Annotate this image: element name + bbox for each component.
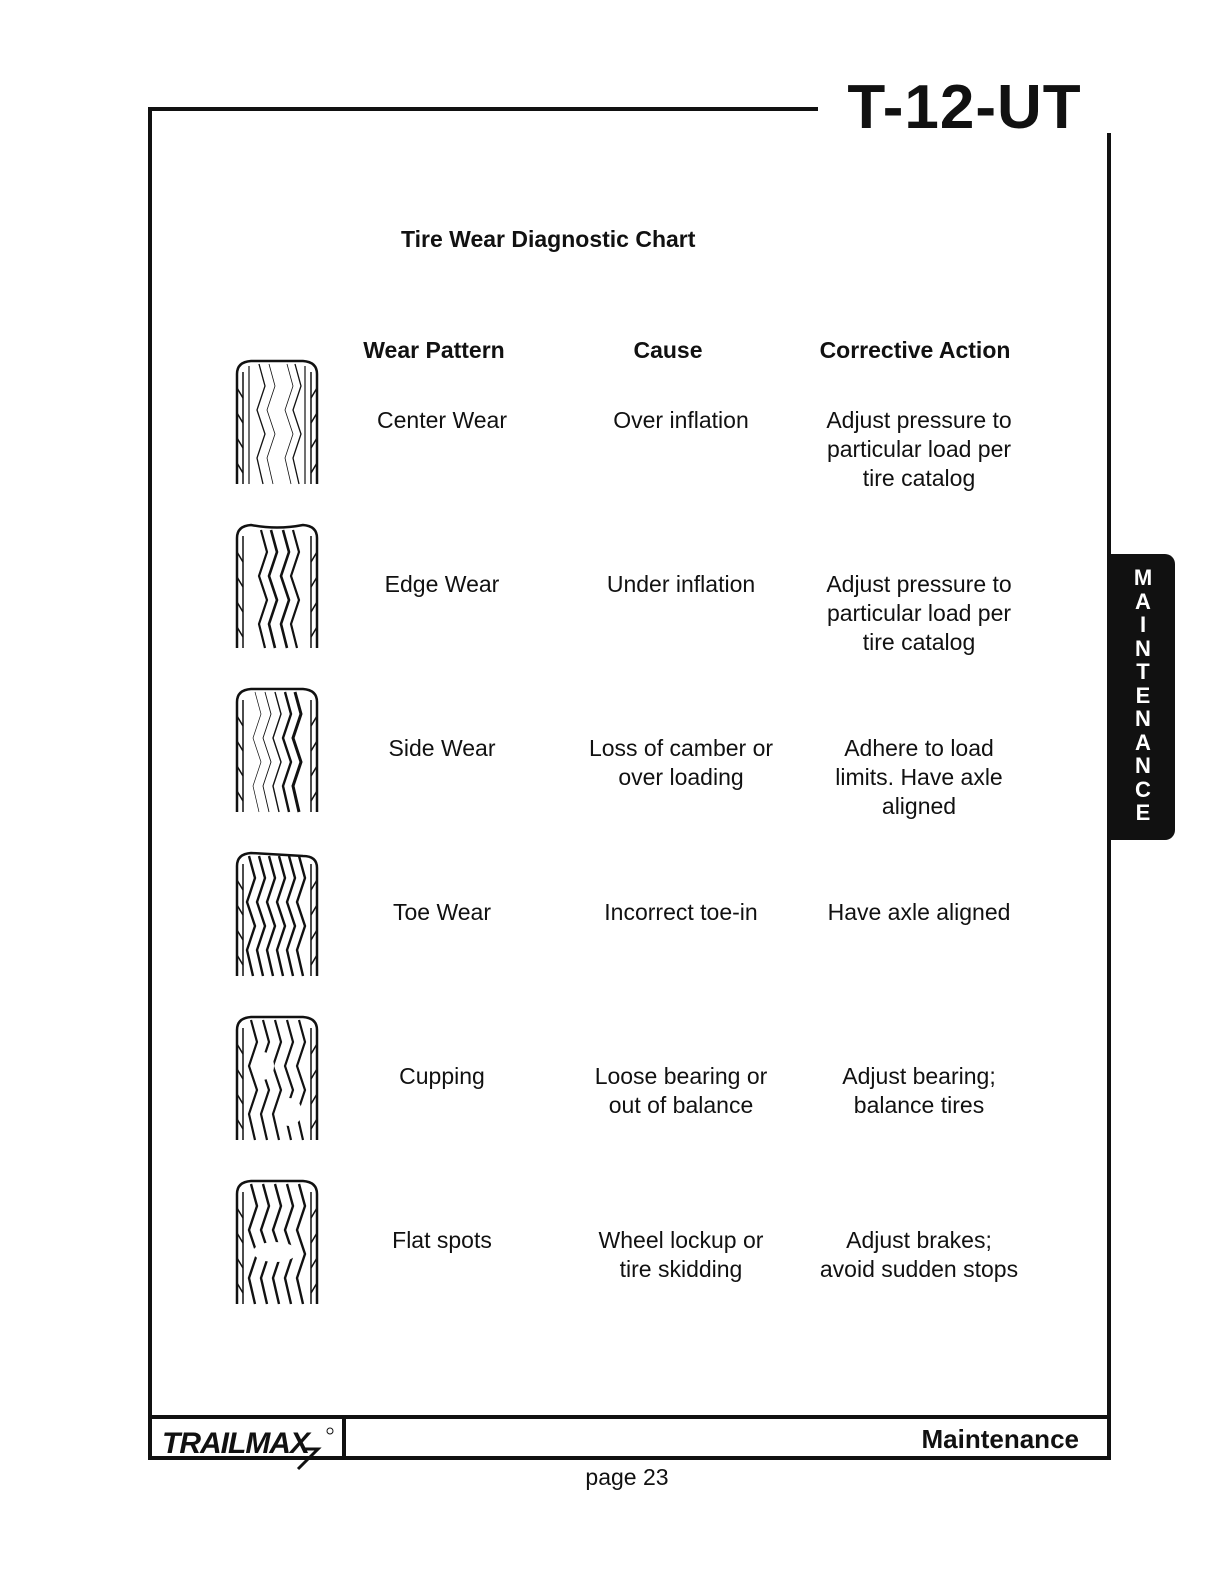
chart-title: Tire Wear Diagnostic Chart bbox=[401, 226, 696, 252]
wear-pattern-cell: Side Wear bbox=[388, 735, 496, 761]
cause-cell: Under inflation bbox=[606, 571, 756, 597]
table-row bbox=[0, 734, 1224, 874]
section-side-tab-label: MAINTENANCE bbox=[1133, 565, 1153, 825]
wear-pattern-cell: Center Wear bbox=[377, 407, 507, 433]
corrective-action-cell: Have axle aligned bbox=[827, 899, 1011, 925]
cause-cell: Loose bearing or out of balance bbox=[594, 1063, 768, 1118]
tire-side-wear-icon bbox=[229, 686, 325, 816]
corrective-action-cell: Adjust pressure to particular load per tire catalog bbox=[826, 407, 1012, 491]
tire-center-wear-icon bbox=[229, 358, 325, 488]
corrective-action-cell: Adjust brakes; avoid sudden stops bbox=[819, 1227, 1019, 1282]
table-row bbox=[0, 406, 1224, 546]
column-header-corrective-action: Corrective Action bbox=[819, 337, 1011, 363]
footer-section-title: Maintenance bbox=[921, 1424, 1079, 1454]
tire-cupping-icon bbox=[229, 1014, 325, 1144]
table-row bbox=[0, 898, 1224, 1038]
tire-flat-spots-icon bbox=[229, 1178, 325, 1308]
footer-bar bbox=[148, 1415, 1111, 1460]
trailmax-logo-text: TRAILMAX bbox=[162, 1427, 309, 1460]
wear-pattern-cell: Toe Wear bbox=[392, 899, 491, 925]
tire-toe-wear-icon bbox=[229, 850, 325, 980]
corrective-action-cell: Adhere to load limits. Have axle aligned bbox=[835, 735, 1003, 819]
footer-divider bbox=[342, 1415, 346, 1460]
cause-cell: Incorrect toe-in bbox=[604, 899, 758, 925]
tire-edge-wear-icon bbox=[229, 522, 325, 652]
wear-pattern-cell: Flat spots bbox=[392, 1227, 492, 1253]
column-header-cause: Cause bbox=[633, 337, 703, 363]
column-header-wear-pattern: Wear Pattern bbox=[363, 337, 505, 363]
cause-cell: Over inflation bbox=[613, 407, 749, 433]
page-number: page 23 bbox=[585, 1464, 669, 1490]
wear-pattern-cell: Cupping bbox=[399, 1063, 485, 1089]
table-row bbox=[0, 570, 1224, 710]
frame-top-rule bbox=[148, 107, 818, 111]
cause-cell: Loss of camber or over loading bbox=[588, 735, 774, 790]
corrective-action-cell: Adjust pressure to particular load per tire catalog bbox=[826, 571, 1012, 655]
table-row bbox=[0, 1226, 1224, 1366]
table-row bbox=[0, 1062, 1224, 1202]
wear-pattern-cell: Edge Wear bbox=[384, 571, 500, 597]
cause-cell: Wheel lockup or tire skidding bbox=[598, 1227, 764, 1282]
model-title: T-12-UT bbox=[822, 70, 1107, 146]
corrective-action-cell: Adjust bearing; balance tires bbox=[842, 1063, 996, 1118]
section-side-tab bbox=[1111, 554, 1175, 840]
